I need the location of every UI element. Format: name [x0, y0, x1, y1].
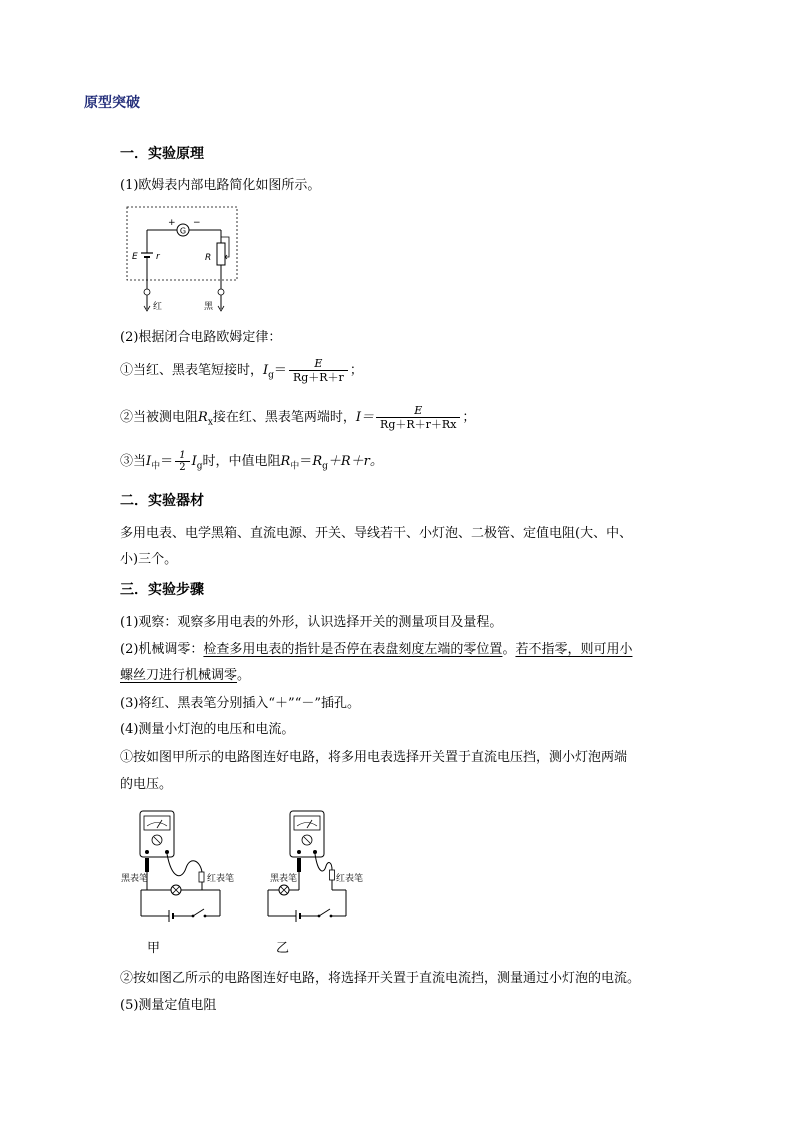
formula-1-lhs: I: [263, 363, 269, 378]
step-2-underlined-1: 检查多用电表的指针是否停在表盘刻度左端的零位置: [203, 642, 503, 657]
page-title: 原型突破: [84, 95, 140, 111]
switch-symbol: [319, 909, 330, 916]
step-5: (5)测量定值电阻: [120, 998, 217, 1013]
formula-3-i: I: [146, 454, 152, 469]
red-terminal: [144, 289, 150, 295]
formula-3-r-sub: 中: [290, 461, 300, 472]
step-2-line-1: [120, 641, 632, 659]
step-3: (3)将红、黑表笔分别插入“＋”“－”插孔。: [120, 696, 360, 711]
switch-symbol: [193, 909, 204, 916]
step-2-label: (2)机械调零：: [120, 642, 204, 657]
formula-3-half-den: 2: [175, 461, 189, 473]
formula-1-text: ①当红、黑表笔短接时，: [120, 363, 264, 378]
formula-1-fraction: [289, 357, 348, 384]
galvanometer-label: G: [179, 226, 187, 236]
formula-2-lhs: I＝: [355, 410, 375, 425]
formula-3-text2: 时，中值电阻: [202, 454, 281, 469]
formula-3-half: [175, 450, 189, 473]
formula-3-eq: ＝: [160, 454, 174, 469]
black-terminal-label: 黑: [204, 302, 214, 312]
formula-2-text2: 接在红、黑表笔两端时，: [212, 410, 356, 425]
formula-1-denominator: Rg＋R＋r: [289, 370, 348, 384]
step-4a-line-1: ①按如图甲所示的电路图连好电路，将多用电表选择开关置于直流电压挡，测小灯泡两端: [120, 750, 628, 765]
fig-b-red-pen-label: 红表笔: [336, 874, 364, 884]
fig-a-red-pen-label: 红表笔: [207, 874, 235, 884]
red-probe: [199, 872, 204, 882]
step-2-underlined-2: 若不指零，则可用小: [515, 642, 633, 657]
rheostat-label: R: [205, 253, 212, 263]
step-4a-line-2: 的电压。: [120, 777, 173, 792]
formula-2-fraction: [376, 404, 460, 431]
formula-3-tail: ＋R＋r。: [327, 454, 383, 469]
formula-2-end: ；: [462, 410, 476, 425]
formula-2-rx-sub: x: [207, 417, 213, 428]
step-1: (1)观察：观察多用电表的外形，认识选择开关的测量项目及量程。: [120, 615, 503, 630]
fig-b-black-pen-label: 黑表笔: [270, 874, 298, 884]
formula-1-lhs-sub: g: [268, 370, 274, 381]
black-terminal: [218, 289, 224, 295]
formula-2-rx: R: [198, 410, 208, 425]
formula-3-r: R: [280, 454, 291, 469]
section-heading-steps: 三．实验步骤: [120, 582, 204, 598]
internal-resistance-label: r: [156, 252, 160, 262]
red-terminal-label: 红: [153, 302, 163, 312]
figure-a-caption: 甲: [147, 941, 161, 956]
emf-label: E: [132, 252, 138, 262]
formula-measured-resistance: [120, 403, 475, 438]
equipment-line-2: 小)三个。: [120, 552, 178, 567]
ohmmeter-circuit-diagram: [122, 203, 242, 315]
step-4b: ②按如图乙所示的电路图连好电路，将选择开关置于直流电流挡，测量通过小灯泡的电流。: [120, 971, 641, 986]
formula-1-eq: ＝: [273, 363, 287, 378]
formula-3-i-sub: 中: [151, 461, 161, 472]
plus-sign-label: +: [168, 218, 176, 228]
formula-3-ig-sub: g: [196, 461, 203, 472]
formula-1-end: ；: [349, 363, 363, 378]
black-probe: [145, 858, 149, 872]
formula-3-rhs: ＝: [299, 454, 313, 469]
principle-item-2: (2)根据闭合电路欧姆定律：: [120, 330, 282, 345]
black-probe: [297, 858, 301, 872]
rheostat-symbol: [217, 243, 225, 265]
step-4: (4)测量小灯泡的电压和电流。: [120, 722, 295, 737]
formula-short-circuit: [120, 356, 363, 391]
formula-3-half-num: 1: [179, 450, 186, 461]
formula-3-text: ③当: [120, 454, 147, 469]
formula-3-rg: R: [312, 454, 323, 469]
formula-mid-resistance: [120, 447, 383, 482]
formula-2-numerator: E: [414, 404, 423, 417]
fig-a-black-pen-label: 黑表笔: [121, 874, 149, 884]
section-heading-principle: 一．实验原理: [120, 146, 204, 162]
formula-1-numerator: E: [314, 357, 323, 370]
equipment-line-1: 多用电表、电学黑箱、直流电源、开关、导线若干、小灯泡、二极管、定值电阻(大、中、: [120, 526, 633, 541]
section-heading-equipment: 二．实验器材: [120, 493, 204, 509]
step-2-line-2: [120, 667, 250, 685]
formula-2-text: ②当被测电阻: [120, 410, 199, 425]
figure-current-measurement: [266, 808, 396, 926]
formula-3-rg-sub: g: [322, 461, 328, 472]
minus-sign-label: −: [193, 218, 201, 228]
figure-b-caption: 乙: [276, 941, 290, 956]
red-probe: [330, 870, 335, 880]
step-2-period: 。: [502, 642, 516, 657]
formula-3-ig: I: [191, 454, 197, 469]
step-2-end: 。: [237, 668, 251, 683]
step-2-underlined-3: 螺丝刀进行机械调零: [120, 668, 238, 683]
principle-item-1: (1)欧姆表内部电路简化如图所示。: [120, 178, 321, 193]
formula-2-denominator: Rg＋R＋r＋Rx: [376, 417, 460, 431]
figure-voltage-measurement: [116, 808, 246, 926]
